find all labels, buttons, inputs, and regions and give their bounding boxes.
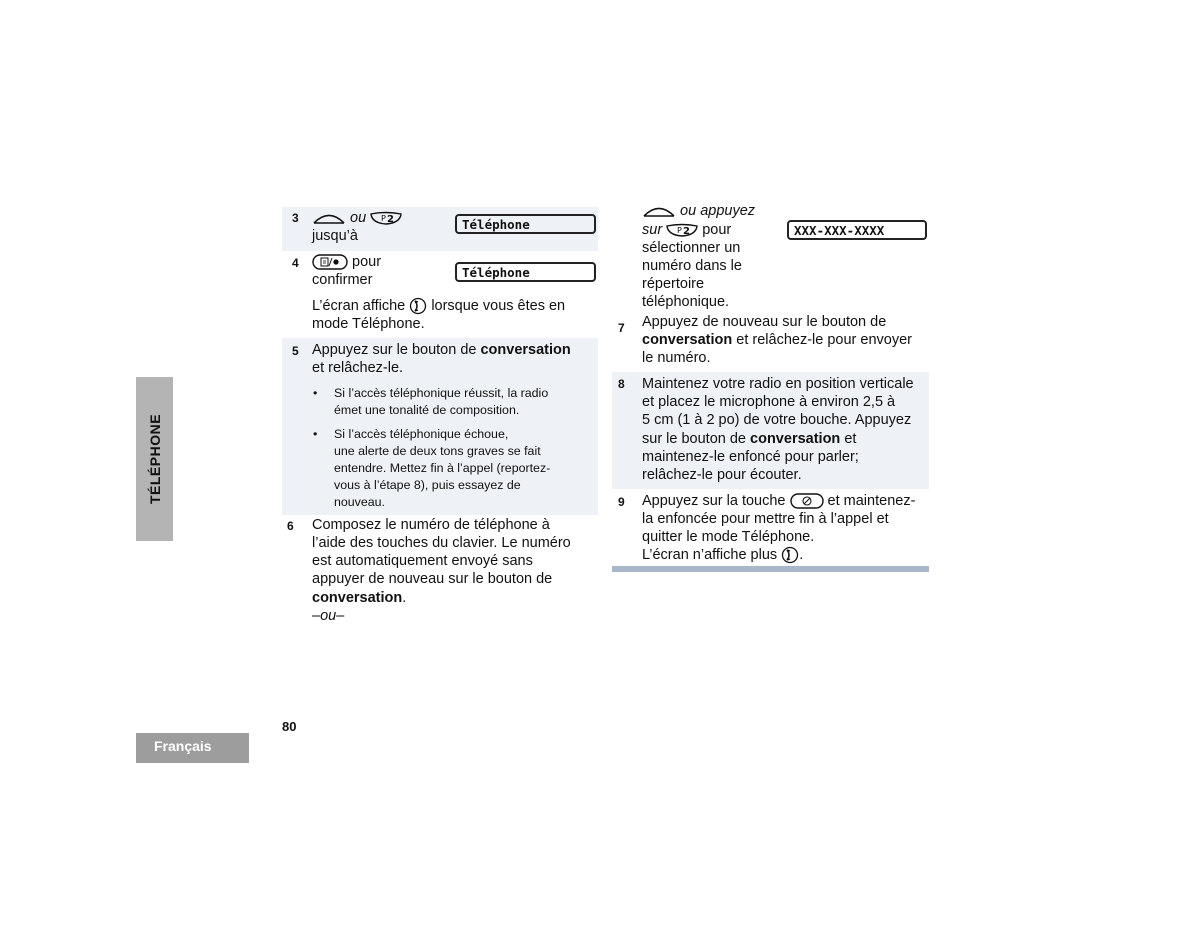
p2-button-icon [370,211,402,225]
step9-line4-tail: . [799,547,804,563]
step5-bullet2-line3: entendre. Mettez fin à l’appel (reportez- [334,461,551,475]
step9-number: 9 [618,495,625,509]
bullet-marker: • [313,427,318,441]
step6-bold: conversation [312,590,403,606]
step4-line2: confirmer [312,272,373,288]
cont-display: XXX-XXX-XXXX [787,220,927,240]
step6-line4: appuyer de nouveau sur le bouton de [312,571,553,587]
phone-mode-icon [781,546,799,564]
cont-sur: sur [642,222,663,238]
step9-line1-pre: Appuyez sur la touche [642,493,786,509]
section-side-tab [136,377,173,541]
step8-line5: maintenez-le enfoncé pour parler; [642,449,859,465]
svg-text:2: 2 [387,214,395,226]
step7-line2-tail: et relâchez-le pour envoyer [736,332,912,348]
cont-line4: numéro dans le [642,258,742,274]
nav-up-key-icon [312,211,346,225]
step8-line3: 5 cm (1 à 2 po) de votre bouche. Appuyez [642,412,912,428]
step5-bullet1 [313,385,593,425]
end-call-key-icon [790,493,824,509]
step4-display: Téléphone [455,262,596,282]
step9-line2: la enfoncée pour mettre fin à l’appel et [642,511,889,527]
phone-mode-icon [409,297,427,315]
step6-line2: l’aide des touches du clavier. Le numéro [312,535,571,551]
step8-line4 [642,430,856,448]
step5-bullet2-line4: vous à l’étape 8), puis essayez de [334,478,521,492]
step3-display: Téléphone [455,214,596,234]
step6-line3: est automatiquement envoyé sans [312,553,533,569]
page-number: 80 [282,719,297,734]
step5-line1 [312,341,571,359]
step5-line2: et relâchez-le. [312,360,404,376]
svg-text:P: P [381,214,387,224]
cont-line1 [642,202,755,220]
step8-line6: relâchez-le pour écouter. [642,467,802,483]
step4-note-before: L’écran affiche [312,298,406,314]
step9-line4-pre: L’écran n’affiche plus [642,547,778,563]
step6-line5 [312,589,406,607]
step4-note-line2: mode Téléphone. [312,316,425,332]
cont-line6: téléphonique. [642,294,730,310]
step6-number: 6 [287,519,294,533]
step9-line1-tail: et maintenez- [827,493,916,509]
cont-line2 [642,221,731,239]
step8-line4-pre: sur le bouton de [642,431,746,447]
bullet-marker: • [313,386,318,400]
step3-or: ou [350,210,367,226]
language-tab-label: Français [154,738,212,754]
step6-line1: Composez le numéro de téléphone à [312,517,550,533]
step3-line2: jusqu’à [312,228,358,244]
step8-line2: et placez le microphone à environ 2,5 à [642,394,896,410]
step5-bullet1-line2: émet une tonalité de composition. [334,403,520,417]
step4-note-after: lorsque vous êtes en [431,298,566,314]
step8-line4-tail: et [844,431,857,447]
step7-line3: le numéro. [642,350,711,366]
step5-line1-bold: conversation [480,342,571,358]
cont-or-appuyez: ou appuyez [680,203,756,219]
step3-line1 [312,209,402,227]
section-side-tab-label: TÉLÉPHONE [146,413,163,505]
step8-bold: conversation [750,431,841,447]
svg-text:P: P [677,226,683,236]
menu-select-key-icon [312,254,348,270]
nav-up-key-icon [642,204,676,218]
step5-bullet2-line5: nouveau. [334,495,385,509]
step5-bullet2-line2: une alerte de deux tons graves se fait [334,444,541,458]
cont-line5: répertoire [642,276,705,292]
step3-number: 3 [292,211,299,225]
step5-line1-pre: Appuyez sur le bouton de [312,342,477,358]
step7-number: 7 [618,321,625,335]
step4-note-line1 [312,297,565,315]
step4-number: 4 [292,256,299,270]
svg-text:2: 2 [683,226,691,238]
step5-bullet2 [313,426,593,516]
step9-line1 [642,492,915,510]
language-tab [136,733,249,763]
step9-line3: quitter le mode Téléphone. [642,529,815,545]
step4-text1: pour [352,254,382,270]
step6-bold-tail: . [402,590,407,606]
step7-bold: conversation [642,332,733,348]
cont-pour: pour [702,222,732,238]
step5-bullet1-line1: Si l’accès téléphonique réussit, la radio [334,386,549,400]
p2-button-icon [666,223,698,237]
step9-line4 [642,546,803,564]
step8-line1: Maintenez votre radio en position verticale [642,376,914,392]
section-end-bar [612,566,929,572]
step6-or [312,607,344,625]
step7-line2 [642,331,912,349]
step4-line1 [312,253,381,271]
step7-line1: Appuyez de nouveau sur le bouton de [642,314,887,330]
step8-number: 8 [618,377,625,391]
step5-bullet2-line1: Si l’accès téléphonique échoue, [334,427,509,441]
step5-number: 5 [292,344,299,358]
cont-line3: sélectionner un [642,240,741,256]
step6-or-text: –ou– [312,608,345,624]
